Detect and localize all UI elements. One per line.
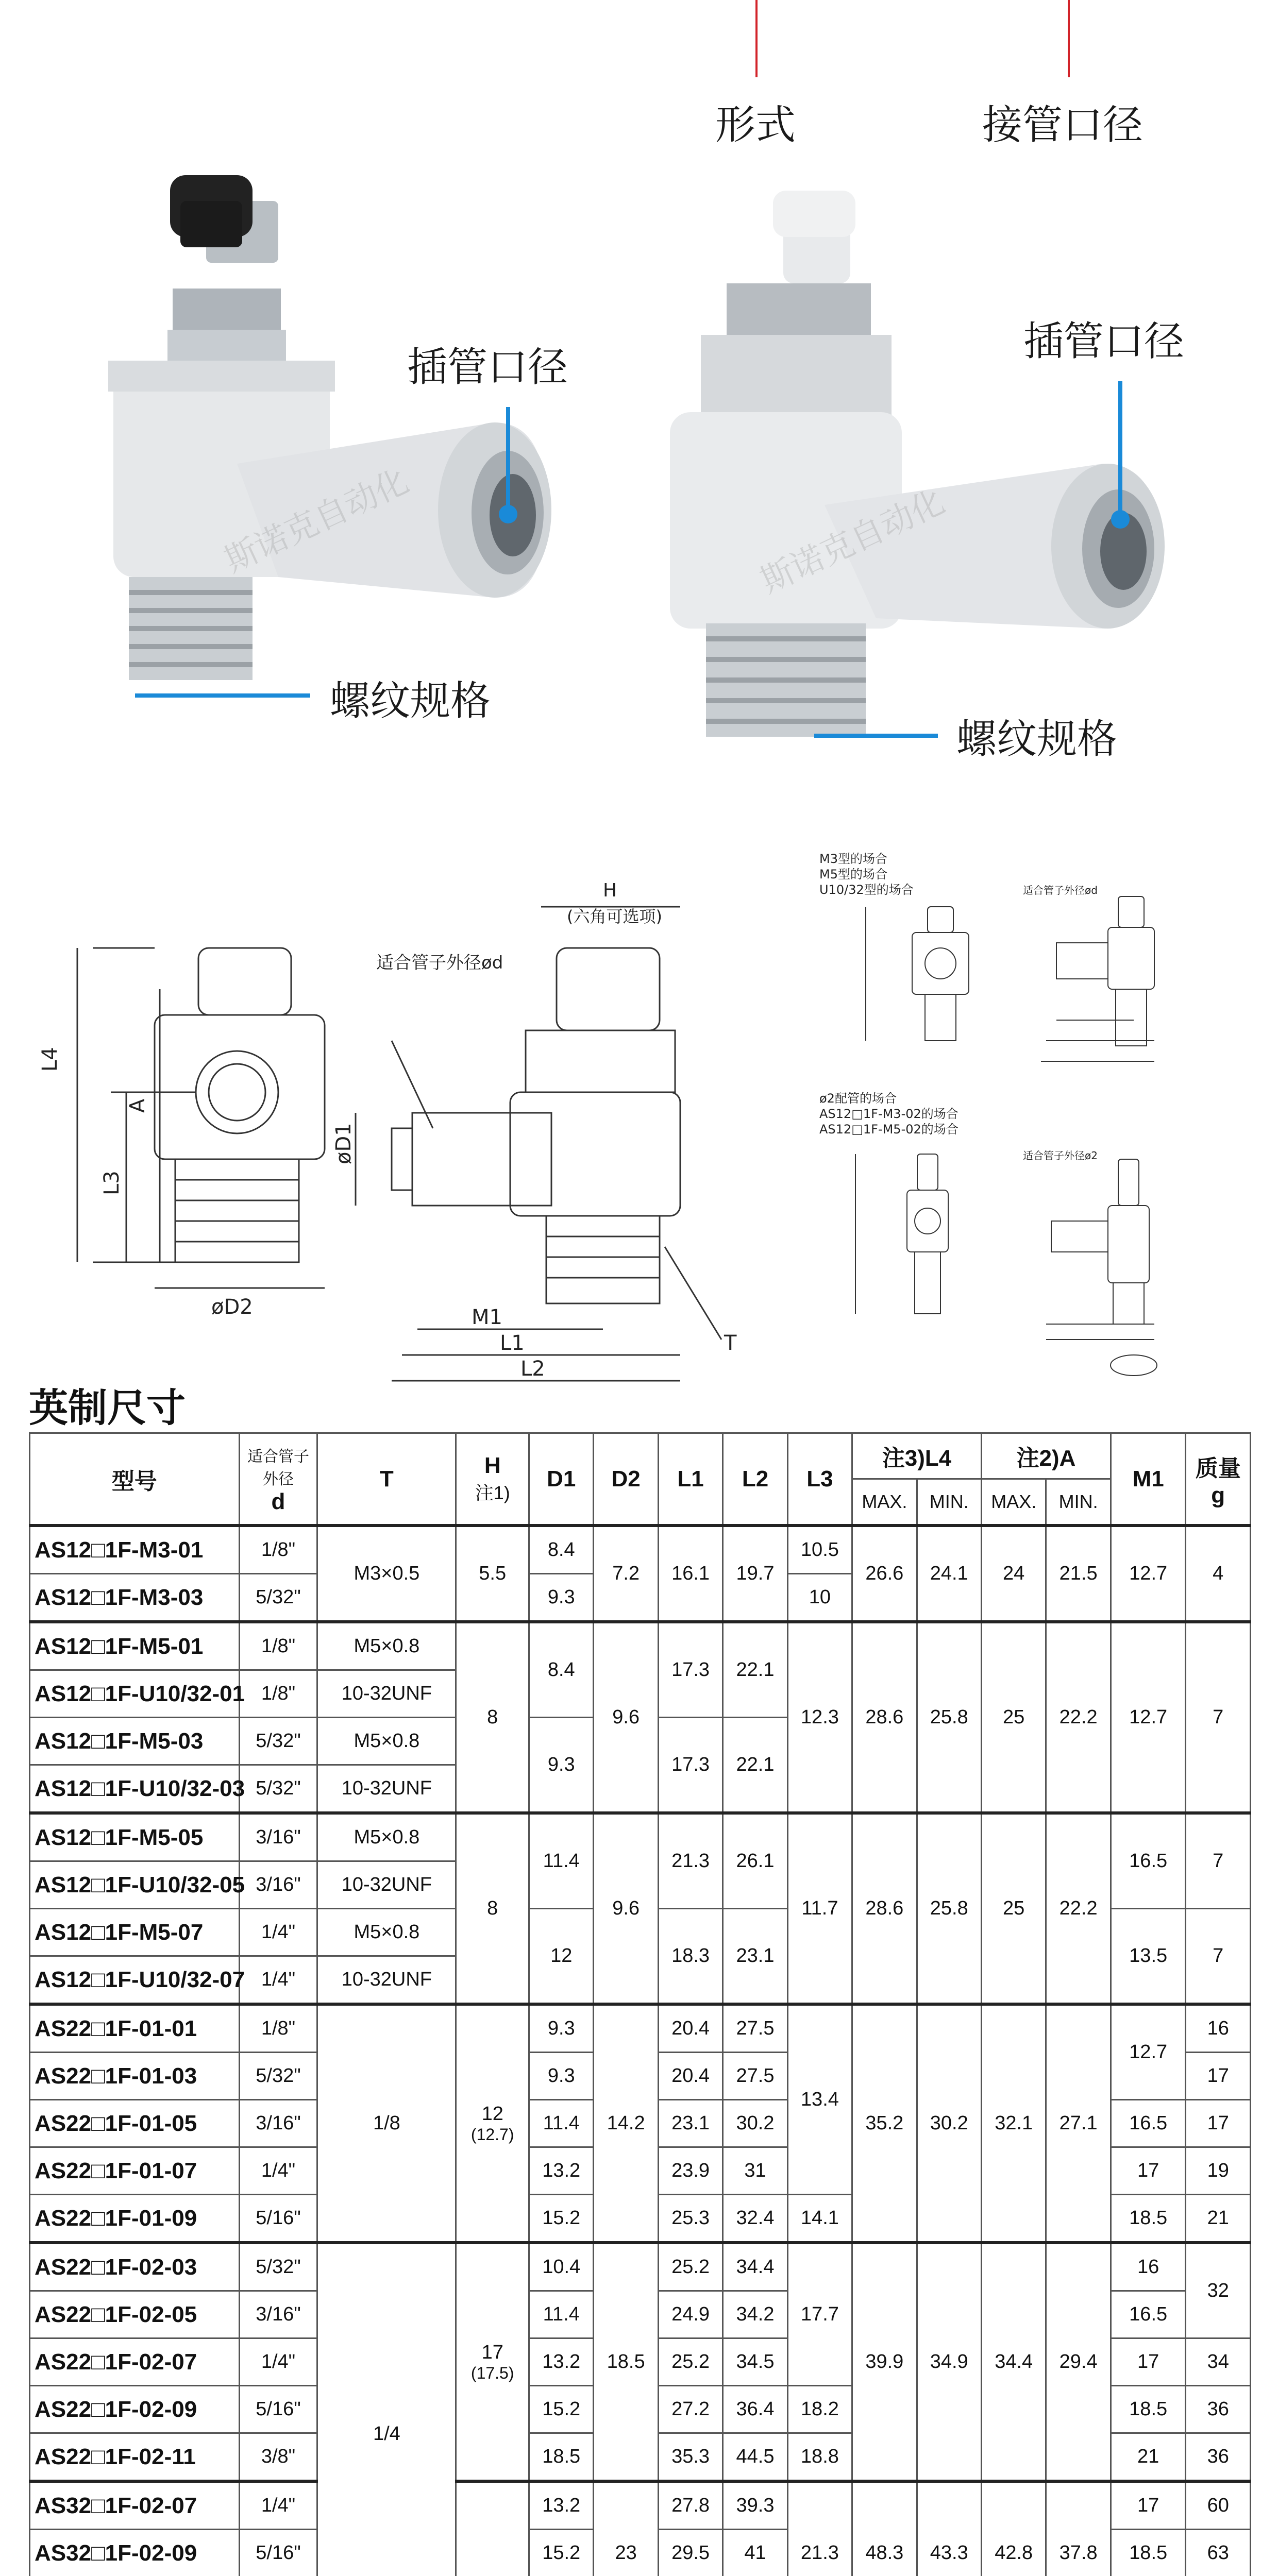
right-port-caption: 插管口径 [1023,318,1185,365]
col-model: 型号 [30,1433,240,1526]
l4-min-cell: 43.3 [917,2481,981,2576]
mass-cell: 63 [1186,2530,1251,2576]
a-min-cell: 27.1 [1046,2004,1111,2243]
mass-cell: 36 [1186,2386,1251,2433]
d1-cell: 15.2 [529,2195,594,2243]
small-top-note-3: U10/32型的场合 [819,883,914,897]
l2-cell: 34.4 [723,2243,787,2291]
mass-cell: 19 [1186,2147,1251,2195]
l1-cell: 27.2 [658,2386,722,2433]
left-port-caption: 插管口径 [407,344,568,391]
col-tube-od-top: 适合管子外径 [247,1448,309,1488]
main-a-label: A [126,1098,149,1113]
d2-cell: 9.6 [594,1813,658,2004]
model-cell: AS22□1F-02-07 [30,2338,240,2386]
col-a-min: MIN. [1046,1479,1111,1526]
l4-max-cell: 48.3 [852,2481,917,2576]
m1-cell: 21 [1111,2433,1186,2482]
a-max-cell: 34.4 [981,2243,1046,2481]
d2-cell: 23 [594,2481,658,2576]
mass-cell: 32 [1186,2243,1251,2338]
watermark-left: 斯诺克自动化 [218,462,415,581]
tube-od-cell: 1/4" [239,1909,317,1956]
d1-cell: 11.4 [529,1813,594,1909]
l1-cell: 20.4 [658,2004,722,2053]
left-product-image [108,175,551,680]
table-row [30,1622,1251,1670]
l2-cell: 34.2 [723,2291,787,2338]
tube-od-cell: 5/16" [239,2530,317,2576]
d1-cell: 9.3 [529,2053,594,2100]
dimension-drawings [0,804,1278,1381]
col-h [456,1433,529,1526]
tube-od-cell: 3/16" [239,2291,317,2338]
m1-cell: 17 [1111,2147,1186,2195]
l3-cell: 10.5 [787,1526,852,1574]
l1-cell: 25.2 [658,2338,722,2386]
col-mass-label: 质量 [1195,1455,1241,1481]
type-caption: 形式 [715,102,796,148]
l2-cell: 39.3 [723,2481,787,2530]
m1-cell: 16.5 [1111,1813,1186,1909]
m1-cell: 18.5 [1111,2195,1186,2243]
l1-cell: 16.1 [658,1526,722,1622]
main-od1-label: øD1 [332,1123,356,1164]
col-a-max: MAX. [981,1479,1046,1526]
l1-cell: 29.5 [658,2530,722,2576]
tube-od-cell: 3/8" [239,2433,317,2482]
type-indicator-line [755,0,758,77]
d1-cell: 8.4 [529,1622,594,1718]
l1-cell: 35.3 [658,2433,722,2482]
l3-cell: 13.4 [787,2004,852,2195]
main-h-label: H [603,880,617,901]
tube-od-cell: 5/32" [239,1765,317,1814]
l1-cell: 21.3 [658,1813,722,1909]
l4-min-cell: 25.8 [917,1622,981,1813]
l3-cell: 14.1 [787,2195,852,2243]
d1-cell: 13.2 [529,2338,594,2386]
a-min-cell: 29.4 [1046,2243,1111,2481]
thread-cell: 1/8 [317,2004,456,2243]
model-cell: AS12□1F-U10/32-07 [30,1956,240,2005]
d1-cell: 13.2 [529,2481,594,2530]
col-d1: D1 [529,1433,594,1526]
d1-cell: 9.3 [529,1718,594,1814]
small-bottom-views [855,1154,1157,1376]
tube-od-cell: 1/4" [239,2338,317,2386]
h-cell: 5.5 [456,1526,529,1622]
table-row [30,2481,1251,2530]
col-l2: L2 [723,1433,787,1526]
tube-size-caption: 接管口径 [982,102,1144,148]
d1-cell: 9.3 [529,1574,594,1622]
l2-cell: 27.5 [723,2053,787,2100]
tube-od-cell: 5/16" [239,2195,317,2243]
l1-cell: 20.4 [658,2053,722,2100]
main-l1-label: L1 [500,1331,525,1355]
l4-max-cell: 35.2 [852,2004,917,2243]
model-cell: AS22□1F-01-03 [30,2053,240,2100]
l3-cell: 17.7 [787,2243,852,2386]
l1-cell: 27.8 [658,2481,722,2530]
l4-min-cell: 25.8 [917,1813,981,2004]
tube-od-cell: 5/32" [239,1574,317,1622]
a-max-cell: 24 [981,1526,1046,1622]
small-bottom-note-1: ø2配管的场合 [819,1091,897,1106]
mass-cell: 36 [1186,2433,1251,2482]
l3-cell: 21.3 [787,2481,852,2576]
tube-od-cell: 1/4" [239,2147,317,2195]
l1-cell: 24.9 [658,2291,722,2338]
d2-cell: 9.6 [594,1622,658,1813]
l3-cell: 18.8 [787,2433,852,2482]
l1-cell: 23.9 [658,2147,722,2195]
d1-cell: 9.3 [529,2004,594,2053]
model-cell: AS22□1F-02-11 [30,2433,240,2482]
d1-cell: 13.2 [529,2147,594,2195]
small-bottom-note-3: AS12□1F-M5-02的场合 [819,1122,959,1137]
m1-cell: 12.7 [1111,2004,1186,2100]
h-cell: 8 [456,1813,529,2004]
tube-od-cell: 3/16" [239,1813,317,1861]
tube-od-cell: 1/8" [239,1622,317,1670]
thread-cell: M3×0.5 [317,1526,456,1622]
l4-max-cell: 28.6 [852,1813,917,2004]
l4-max-cell: 26.6 [852,1526,917,1622]
h-cell [456,2243,529,2481]
a-max-cell: 32.1 [981,2004,1046,2243]
l3-cell: 18.2 [787,2386,852,2433]
l4-min-cell: 24.1 [917,1526,981,1622]
model-cell: AS22□1F-02-05 [30,2291,240,2338]
mass-cell: 60 [1186,2481,1251,2530]
l1-cell: 23.1 [658,2100,722,2147]
right-port-arrow [1118,381,1122,515]
model-cell: AS12□1F-M5-07 [30,1909,240,1956]
m1-cell: 12.7 [1111,1622,1186,1813]
col-a: 注2)A [981,1433,1111,1479]
m1-cell: 17 [1111,2481,1186,2530]
col-mass [1186,1433,1251,1526]
col-tube-od [239,1433,317,1526]
main-hex-note: (六角可选项) [567,907,662,926]
small-top-note-1: M3型的场合 [819,852,887,866]
mass-cell: 16 [1186,2004,1251,2053]
l2-cell: 41 [723,2530,787,2576]
a-min-cell: 37.8 [1046,2481,1111,2576]
tube-indicator-line [1068,0,1070,77]
m1-cell: 16.5 [1111,2100,1186,2147]
model-cell: AS32□1F-02-07 [30,2481,240,2530]
tube-od-cell: 1/4" [239,2481,317,2530]
l2-cell: 31 [723,2147,787,2195]
l1-cell: 25.2 [658,2243,722,2291]
l2-cell: 44.5 [723,2433,787,2482]
l4-max-cell: 39.9 [852,2243,917,2481]
mass-cell: 17 [1186,2053,1251,2100]
tube-od-cell: 3/16" [239,1861,317,1909]
l3-cell: 11.7 [787,1813,852,2004]
table-row [30,1526,1251,1574]
m1-cell: 18.5 [1111,2386,1186,2433]
col-l3: L3 [787,1433,852,1526]
main-l3-label: L3 [100,1171,124,1195]
l3-cell: 12.3 [787,1622,852,1813]
a-max-cell: 25 [981,1813,1046,2004]
tube-od-cell: 3/16" [239,2100,317,2147]
l2-cell: 32.4 [723,2195,787,2243]
d1-cell: 11.4 [529,2100,594,2147]
model-cell: AS22□1F-01-01 [30,2004,240,2053]
h-npt-value: (17.5) [470,2363,514,2382]
h-cell: 8 [456,1622,529,1813]
small-top-note-2: M5型的场合 [819,867,887,882]
d1-cell: 15.2 [529,2530,594,2576]
thread-cell: 1/4 [317,2243,456,2576]
thread-cell: M5×0.8 [317,1622,456,1670]
m1-cell: 17 [1111,2338,1186,2386]
h-value: 12 [481,2103,503,2125]
table-header-row-1 [30,1433,1251,1479]
a-min-cell: 22.2 [1046,1622,1111,1813]
small-bottom-tube-od: 适合管子外径ø2 [1023,1149,1098,1162]
mass-cell: 34 [1186,2338,1251,2386]
l2-cell: 26.1 [723,1813,787,1909]
thread-cell: M5×0.8 [317,1909,456,1956]
d1-cell: 10.4 [529,2243,594,2291]
model-cell: AS12□1F-U10/32-03 [30,1765,240,1814]
d2-cell: 7.2 [594,1526,658,1622]
l2-cell: 27.5 [723,2004,787,2053]
small-bottom-note-2: AS12□1F-M3-02的场合 [819,1107,959,1121]
l4-min-cell: 30.2 [917,2004,981,2243]
model-cell: AS32□1F-02-09 [30,2530,240,2576]
mass-cell: 7 [1186,1813,1251,1909]
h-npt-value: (12.7) [470,2125,514,2144]
col-d2: D2 [594,1433,658,1526]
l2-cell: 36.4 [723,2386,787,2433]
l2-cell: 34.5 [723,2338,787,2386]
small-top-tube-od: 适合管子外径ød [1023,884,1098,896]
spec-table [29,1432,1251,2576]
watermark-right: 斯诺克自动化 [754,482,951,601]
thread-cell: 10-32UNF [317,1861,456,1909]
l2-cell: 22.1 [723,1622,787,1718]
main-m1-label: M1 [472,1306,502,1329]
model-cell: AS22□1F-02-03 [30,2243,240,2291]
h-cell [456,2004,529,2243]
m1-cell: 18.5 [1111,2530,1186,2576]
product-photo-section [0,0,1278,804]
dimension-drawings-svg [0,804,1278,1381]
tube-od-cell: 5/32" [239,2243,317,2291]
col-t: T [317,1433,456,1526]
l4-max-cell: 28.6 [852,1622,917,1813]
model-cell: AS12□1F-M3-01 [30,1526,240,1574]
model-cell: AS22□1F-01-05 [30,2100,240,2147]
thread-cell: 10-32UNF [317,1765,456,1814]
col-l4-max: MAX. [852,1479,917,1526]
mass-cell: 4 [1186,1526,1251,1622]
main-t-label: T [724,1331,737,1355]
col-h-note: 注1) [475,1482,510,1503]
h-value: 17 [481,2341,503,2363]
thread-cell: 10-32UNF [317,1956,456,2005]
left-thread-arrow [135,693,310,698]
model-cell: AS12□1F-M5-01 [30,1622,240,1670]
left-thread-caption: 螺纹规格 [330,678,491,724]
l2-cell: 23.1 [723,1909,787,2005]
main-front-view [77,948,325,1288]
tube-od-cell: 1/8" [239,2004,317,2053]
model-cell: AS12□1F-U10/32-01 [30,1670,240,1718]
small-top-views [866,896,1154,1061]
m1-cell: 16.5 [1111,2291,1186,2338]
mass-cell: 7 [1186,1622,1251,1813]
tube-od-cell: 5/32" [239,2053,317,2100]
thread-cell: 10-32UNF [317,1670,456,1718]
l2-cell: 19.7 [723,1526,787,1622]
col-l1: L1 [658,1433,722,1526]
tube-od-cell: 1/4" [239,1956,317,2005]
right-thread-arrow [814,734,938,738]
main-tube-od-label: 适合管子外径ød [376,953,503,973]
d1-cell: 11.4 [529,2291,594,2338]
table-title: 英制尺寸 [29,1385,186,1431]
m1-cell: 12.7 [1111,1526,1186,1622]
thread-cell: M5×0.8 [317,1718,456,1765]
l4-min-cell: 34.9 [917,2243,981,2481]
col-tube-od-sym: d [271,1488,285,1514]
a-min-cell: 22.2 [1046,1813,1111,2004]
l2-cell: 30.2 [723,2100,787,2147]
tube-od-cell: 1/8" [239,1526,317,1574]
right-product-image [670,191,1165,737]
main-l4-label: L4 [38,1047,62,1072]
model-cell: AS12□1F-M3-03 [30,1574,240,1622]
l1-cell: 17.3 [658,1718,722,1814]
tube-od-cell: 5/32" [239,1718,317,1765]
a-max-cell: 42.8 [981,2481,1046,2576]
mass-cell: 17 [1186,2100,1251,2147]
m1-cell: 13.5 [1111,1909,1186,2005]
left-port-arrow [506,407,510,510]
main-od2-label: øD2 [211,1295,253,1319]
d1-cell: 12 [529,1909,594,2005]
tube-od-cell: 5/16" [239,2386,317,2433]
h-cell [456,2481,529,2576]
table-row [30,1813,1251,1861]
model-cell: AS22□1F-01-09 [30,2195,240,2243]
l1-cell: 25.3 [658,2195,722,2243]
main-l2-label: L2 [520,1357,545,1381]
d2-cell: 18.5 [594,2243,658,2481]
l1-cell: 18.3 [658,1909,722,2005]
model-cell: AS12□1F-U10/32-05 [30,1861,240,1909]
col-mass-unit: g [1211,1482,1225,1508]
col-h-label: H [484,1453,501,1478]
model-cell: AS22□1F-01-07 [30,2147,240,2195]
d2-cell: 14.2 [594,2004,658,2243]
mass-cell: 21 [1186,2195,1251,2243]
l3-cell: 10 [787,1574,852,1622]
model-cell: AS12□1F-M5-05 [30,1813,240,1861]
l1-cell: 17.3 [658,1622,722,1718]
col-l4-min: MIN. [917,1479,981,1526]
d1-cell: 15.2 [529,2386,594,2433]
col-l4: 注3)L4 [852,1433,982,1479]
m1-cell: 16 [1111,2243,1186,2291]
col-m1: M1 [1111,1433,1186,1526]
table-row [30,2004,1251,2053]
l2-cell: 22.1 [723,1718,787,1814]
tube-od-cell: 1/8" [239,1670,317,1718]
right-thread-caption: 螺纹规格 [956,716,1118,762]
a-max-cell: 25 [981,1622,1046,1813]
mass-cell: 7 [1186,1909,1251,2005]
a-min-cell: 21.5 [1046,1526,1111,1622]
model-cell: AS22□1F-02-09 [30,2386,240,2433]
thread-cell: M5×0.8 [317,1813,456,1861]
d1-cell: 18.5 [529,2433,594,2482]
main-side-view [356,907,721,1381]
d1-cell: 8.4 [529,1526,594,1574]
model-cell: AS12□1F-M5-03 [30,1718,240,1765]
table-row [30,2243,1251,2291]
